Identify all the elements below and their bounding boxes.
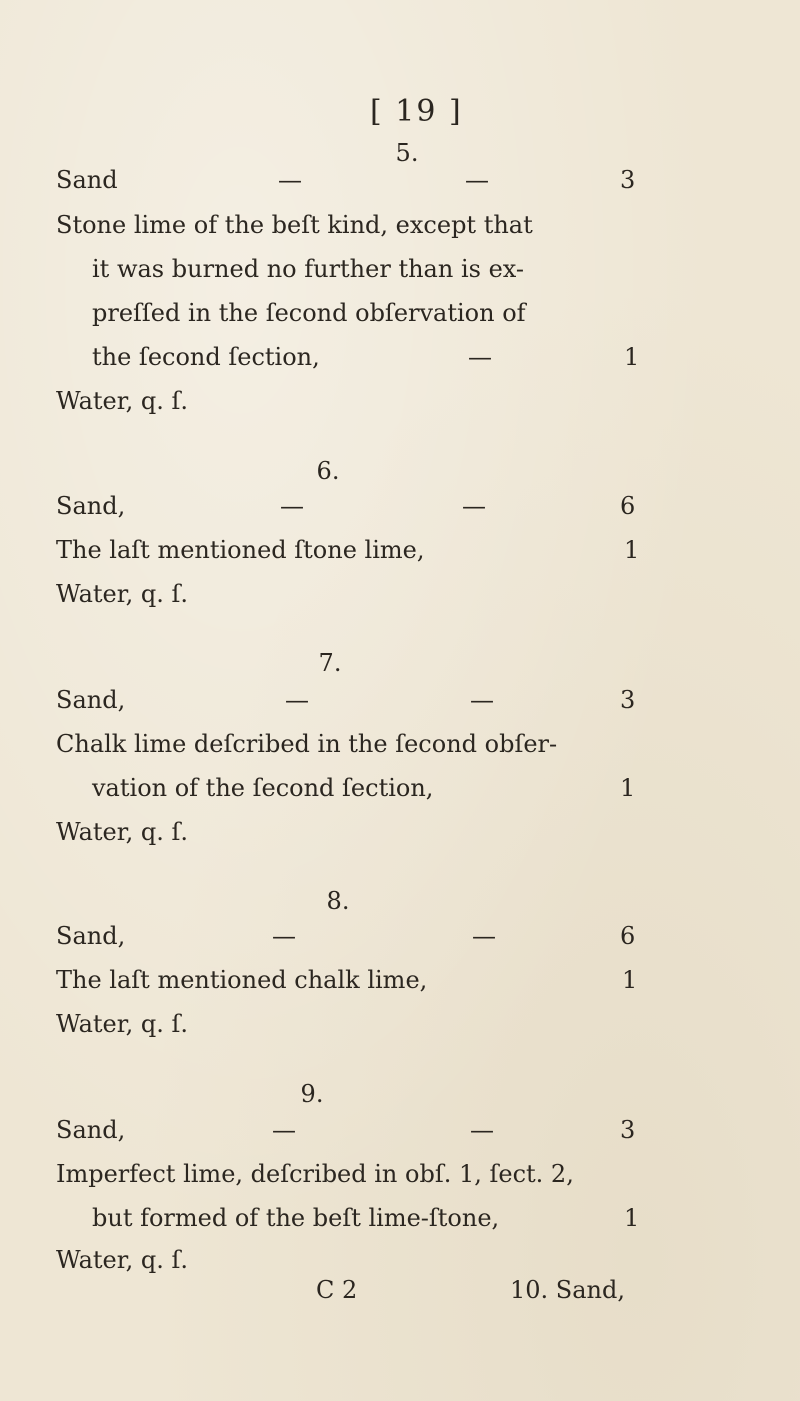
quantity: 1	[622, 966, 638, 994]
ingredient-line: Water, q. ſ.	[56, 387, 188, 415]
quantity: 1	[624, 1204, 640, 1232]
ingredient-line: preſſed in the ſecond obſervation of	[92, 299, 526, 327]
ingredient-line: vation of the ſecond ſection,	[92, 774, 434, 802]
ingredient-line: The laſt mentioned ſtone lime,	[56, 536, 425, 564]
ingredient-line: but formed of the beſt lime-ſtone,	[92, 1204, 500, 1232]
dash: —	[470, 686, 494, 714]
ingredient-line: Sand	[56, 166, 118, 194]
section-number: 5.	[395, 139, 419, 167]
dash: —	[278, 166, 302, 194]
ingredient-line: Sand,	[56, 1116, 126, 1144]
dash: —	[285, 686, 309, 714]
dash: —	[272, 922, 296, 950]
dash: —	[465, 166, 489, 194]
ingredient-line: Sand,	[56, 686, 126, 714]
dash: —	[462, 492, 486, 520]
section-number: 9.	[300, 1080, 324, 1108]
ingredient-line: the ſecond ſection,	[92, 343, 320, 371]
dash: —	[280, 492, 304, 520]
ingredient-line: Water, q. ſ.	[56, 1010, 188, 1038]
quantity: 3	[620, 1116, 636, 1144]
dash: —	[272, 1116, 296, 1144]
section-number: 6.	[316, 457, 340, 485]
ingredient-line: Sand,	[56, 922, 126, 950]
quantity: 1	[624, 343, 640, 371]
quantity: 6	[620, 922, 636, 950]
ingredient-line: Water, q. ſ.	[56, 1246, 188, 1274]
ingredient-line: Water, q. ſ.	[56, 580, 188, 608]
dash: —	[468, 343, 492, 371]
page-header: [ 19 ]	[370, 94, 463, 129]
quantity: 6	[620, 492, 636, 520]
quantity: 3	[620, 686, 636, 714]
ingredient-line: Sand,	[56, 492, 126, 520]
ingredient-line: Water, q. ſ.	[56, 818, 188, 846]
dash: —	[472, 922, 496, 950]
ingredient-line: it was burned no further than is ex-	[92, 255, 524, 283]
section-number: 8.	[326, 887, 350, 915]
section-number: 7.	[318, 649, 342, 677]
quantity: 1	[620, 774, 636, 802]
quantity: 1	[624, 536, 640, 564]
dash: —	[470, 1116, 494, 1144]
signature-mark: C 2	[316, 1276, 358, 1304]
ingredient-line: Imperfect lime, deſcribed in obſ. 1, ſect. 2,	[56, 1160, 574, 1188]
catchword: 10. Sand,	[510, 1276, 625, 1304]
quantity: 3	[620, 166, 636, 194]
ingredient-line: Stone lime of the beſt kind, except that	[56, 211, 533, 239]
ingredient-line: Chalk lime deſcribed in the ſecond obſer-	[56, 730, 558, 758]
ingredient-line: The laſt mentioned chalk lime,	[56, 966, 428, 994]
